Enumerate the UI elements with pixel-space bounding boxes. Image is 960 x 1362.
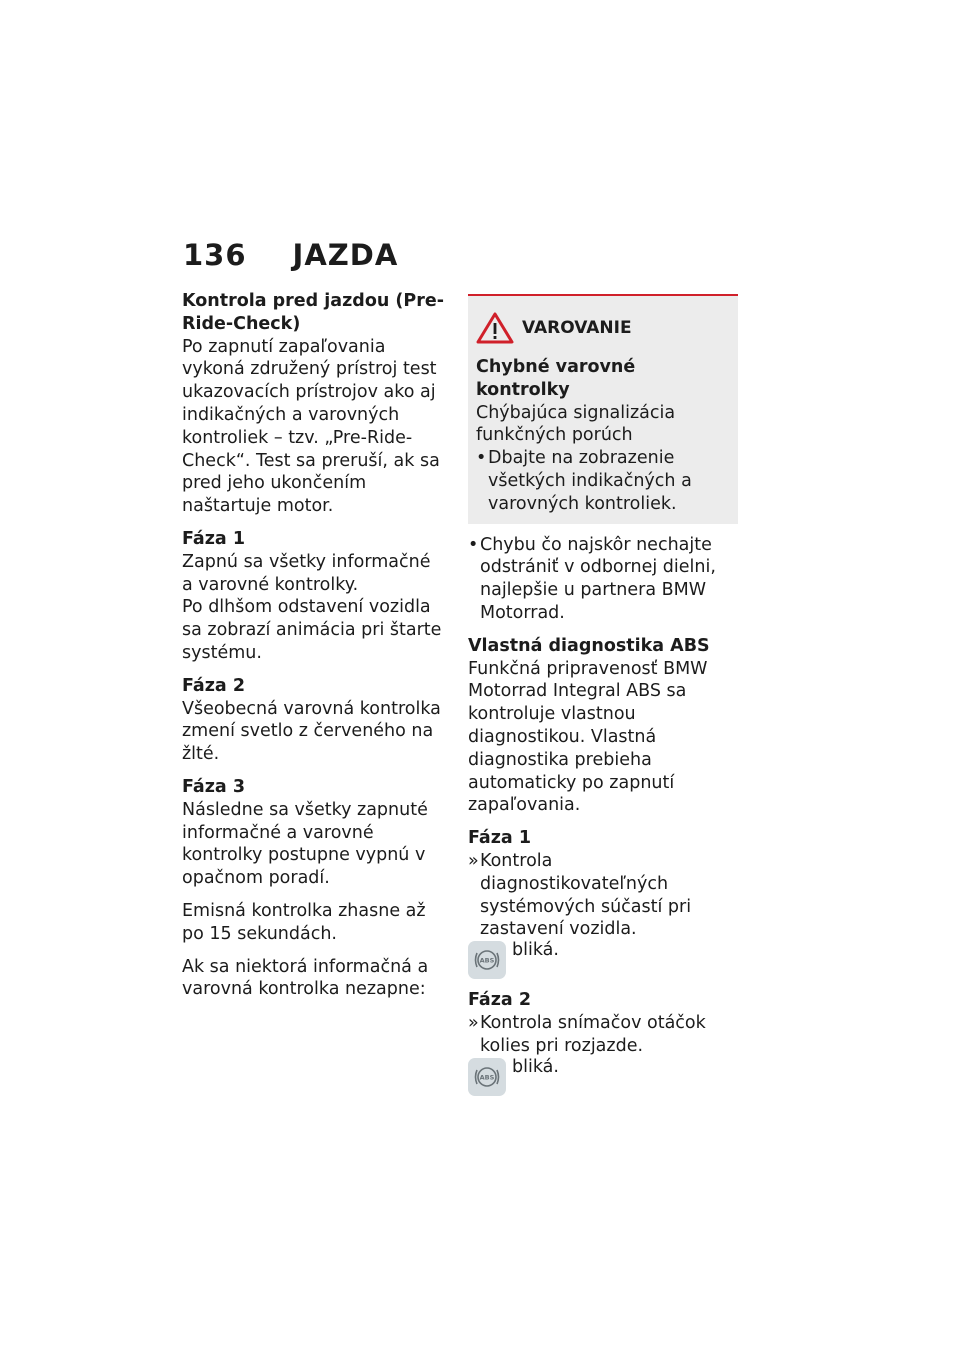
- abs-phase-2-status: bliká.: [512, 1056, 559, 1077]
- phase-3-title: Fáza 3: [182, 776, 246, 797]
- fix-bullet-text: Chybu čo najskôr nechajte odstrániť v odbornej dielni, najlepšie u partnera BMW Motorrad.: [480, 534, 716, 623]
- abs-warning-light-icon: [468, 941, 506, 979]
- abs-symbol-icon: [472, 945, 502, 975]
- bullet-icon: •: [476, 448, 487, 469]
- abs-phase-2-step: [468, 1012, 738, 1058]
- phase-3-text: Následne sa všetky zapnuté informačné a varovné kontrolky postupne vypnú v opačnom poradí.: [182, 799, 428, 889]
- abs-label: ABS: [479, 1073, 495, 1082]
- phase-2-text: Všeobecná varovná kontrolka zmení svetlo z červeného na žlté.: [182, 698, 441, 765]
- warning-text: Chýbajúca signalizácia funkčných porúch: [476, 402, 676, 446]
- phase-1-title: Fáza 1: [182, 528, 246, 549]
- abs-label: ABS: [479, 956, 495, 965]
- warning-bullet-text: Dbajte na zobrazenie všetkých indikačných a varovných kontroliek.: [488, 448, 692, 514]
- abs-phase-2-step-text: Kontrola snímačov otáčok kolies pri rozjazde.: [480, 1012, 706, 1056]
- warning-triangle-icon: [476, 312, 514, 344]
- warning-box: [468, 294, 738, 524]
- warning-bullet: [476, 447, 730, 515]
- phase-2-title: Fáza 2: [182, 675, 246, 696]
- warning-header: [476, 312, 730, 344]
- abs-phase-1-step-text: Kontrola diagnostikovateľných systémových súčastí pri zastavení vozidla.: [480, 850, 692, 940]
- phase-1-line: Zapnú sa všetky informačné: [182, 551, 431, 572]
- left-column: [182, 290, 450, 1011]
- phase-1-line: Po dlhšom odstavení vozidla: [182, 597, 431, 618]
- phase-1-line: sa zobrazí animácia pri štarte: [182, 620, 442, 641]
- warning-label: VAROVANIE: [522, 317, 632, 338]
- step-arrow-icon: »: [468, 1012, 479, 1033]
- page-number: 136: [183, 238, 247, 272]
- emission-paragraph: Emisná kontrolka zhasne až po 15 sekundách.: [182, 900, 426, 944]
- phase-1-line: systému.: [182, 642, 262, 663]
- abs-phase-1-title: Fáza 1: [468, 828, 532, 849]
- phase-1-text: [182, 551, 450, 665]
- fault-paragraph: Ak sa niektorá informačná a varovná kontrolka nezapne:: [182, 956, 429, 1000]
- abs-phase-2-indicator: [468, 1058, 738, 1096]
- fix-bullet: [468, 534, 738, 625]
- abs-phase-1-step: [468, 850, 738, 941]
- diagnostics-heading: Vlastná diagnostika ABS: [468, 635, 710, 656]
- abs-phase-1-status: bliká.: [512, 940, 559, 961]
- section-title: JAZDA: [292, 238, 399, 272]
- abs-phase-1-indicator: [468, 941, 738, 979]
- page-header: [183, 238, 398, 272]
- section-heading: Kontrola pred jazdou (Pre-Ride-Check): [182, 291, 444, 334]
- warning-title: Chybné varovné kontrolky: [476, 357, 636, 400]
- right-column: [468, 290, 738, 1096]
- abs-warning-light-icon: [468, 1058, 506, 1096]
- diagnostics-text: Funkčná pripravenosť BMW Motorrad Integral ABS sa kontroluje vlastnou diagnostikou. Vlastná diagnostika prebieha automaticky po zapnutí zapaľovania.: [468, 658, 708, 816]
- intro-paragraph: Po zapnutí zapaľovania vykoná združený prístroj test ukazovacích prístrojov ako aj indikačných a varovných kontroliek – tzv. „Pre-Ride-Check“. Test sa preruší, ak sa pred jeho ukončením naštartuje motor.: [182, 336, 440, 517]
- abs-phase-2-title: Fáza 2: [468, 990, 532, 1011]
- phase-1-line: a varovné kontrolky.: [182, 574, 359, 595]
- abs-symbol-icon: [472, 1062, 502, 1092]
- bullet-icon: •: [468, 534, 479, 555]
- step-arrow-icon: »: [468, 850, 479, 871]
